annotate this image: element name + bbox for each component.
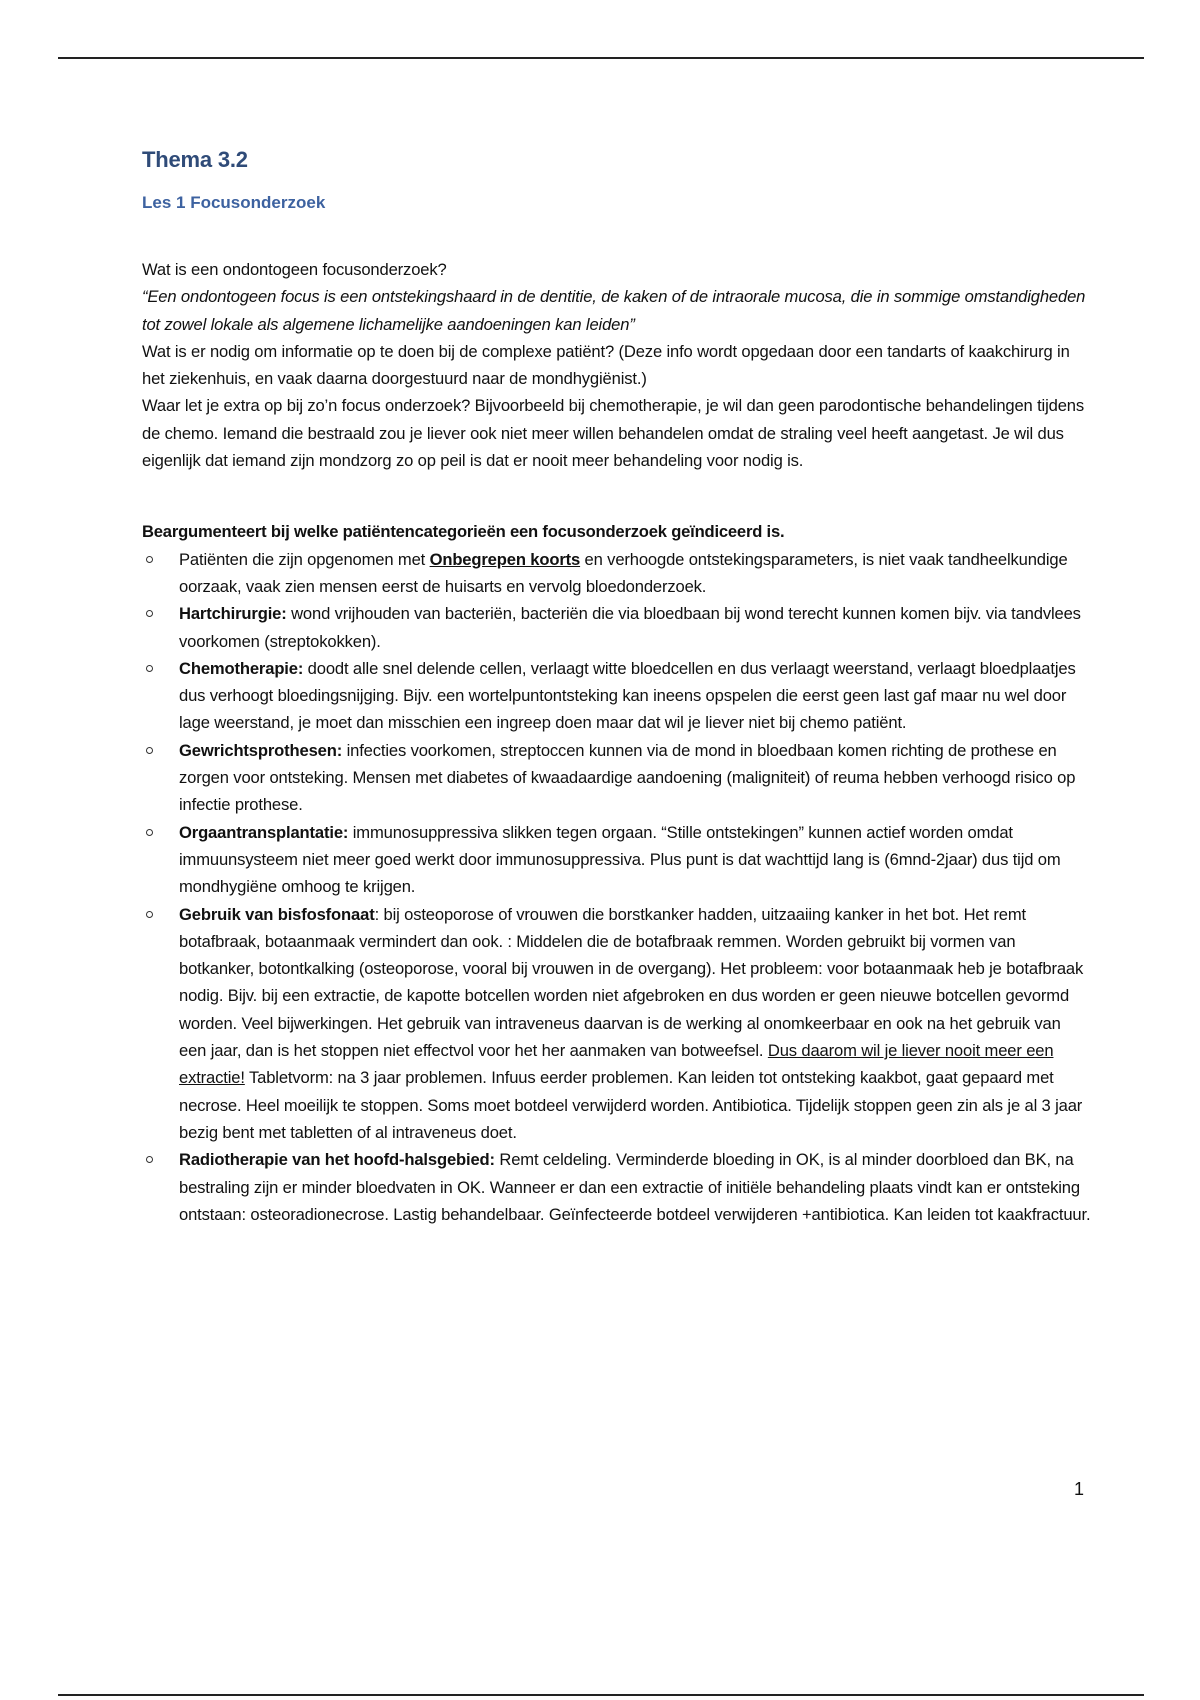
page-number: 1 <box>1074 1479 1085 1499</box>
item-text: infecties voorkomen, streptoccen kunnen via de mond in bloedbaan komen richting de prothese en zorgen voor ontsteking. Mensen met diabetes of kwaadaardige aandoening (maligniteit) of reuma hebben verhoogd risico op infectie prothese. <box>179 740 1076 815</box>
item-term: Chemotherapie: <box>179 658 304 678</box>
item-term: Gebruik van bisfosfonaat <box>179 904 375 924</box>
intro-question-3: Waar let je extra op bij zo’n focus onderzoek? Bijvoorbeeld bij chemotherapie, je wil dan geen parodontische behandelingen tijdens de chemo. Iemand die bestraald zou je liever ook niet meer willen behandelen omdat de straling veel heeft aangetast. Je wil dus eigenlijk dat iemand zijn mondzorg zo op peil is dat er nooit meer behandeling voor nodig is. <box>142 396 1085 471</box>
intro-block <box>142 256 1092 474</box>
list-item <box>142 655 1092 737</box>
list-item <box>142 819 1092 901</box>
item-prefix: Patiënten die zijn opgenomen met <box>179 549 430 569</box>
item-text: doodt alle snel delende cellen, verlaagt witte bloedcellen en dus verlaagt weerstand, verlaagt bloedplaatjes dus verhoogt bloedingsnijging. Bijv. een wortelpuntontsteking kan ineens opspelen die eerst geen last gaf maar nu wel door lage weerstand, je moet dan misschien een ingreep doen maar dat wil je liever niet bij chemo patiënt. <box>179 658 1076 733</box>
circle-bullet-icon <box>146 665 153 672</box>
item-term: Onbegrepen koorts <box>429 549 581 569</box>
item-text: : bij osteoporose of vrouwen die borstkanker hadden, uitzaaiing kanker in het bot. Het remt botafbraak, botaanmaak vermindert dan ook. : Middelen die de botafbraak remmen. Worden gebruikt bij vormen van botkanker, botontkalking (osteoporose, vooral bij vrouwen in de overgang). Het probleem: voor botaanmaak heb je botafbraak nodig. Bijv. bij een extractie, de kapotte botcellen worden niet afgebroken en dus worden er geen nieuwe botcellen gevormd worden. Veel bijwerkingen. Het gebruik van intraveneus daarvan is de werking al onomkeerbaar en ook na het gebruik van een jaar, dan is het stoppen niet effectvol voor het her aanmaken van botweefsel. <box>179 904 1084 1061</box>
item-text: immunosuppressiva slikken tegen orgaan. “Stille ontstekingen” kunnen actief worden omdat immuunsysteem niet meer goed werkt door immunosuppressiva. Plus punt is dat wachttijd lang is (6mnd-2jaar) dus tijd om mondhygiëne omhoog te krijgen. <box>179 822 1061 897</box>
list-item <box>142 737 1092 819</box>
list-item <box>142 1146 1092 1228</box>
item-text-after: Tabletvorm: na 3 jaar problemen. Infuus eerder problemen. Kan leiden tot ontsteking kaakbot, gaat gepaard met necrose. Heel moeilijk te stoppen. Soms moet botdeel verwijderd worden. Antibiotica. Tijdelijk stoppen geen zin als je al 3 jaar bezig bent met tabletten of al intraveneus doet. <box>179 1068 1083 1142</box>
item-text: wond vrijhouden van bacteriën, bacteriën die via bloedbaan bij wond terecht kunnen komen bijv. via tandvlees voorkomen (streptokokken). <box>179 604 1081 651</box>
item-term: Gewrichtsprothesen: <box>179 740 343 760</box>
section-heading: Beargumenteert bij welke patiëntencategorieën een focusonderzoek geïndiceerd is. <box>142 522 785 542</box>
definition-quote: “Een ondontogeen focus is een ontstekingshaard in de dentitie, de kaken of de intraorale mucosa, die in sommige omstandigheden tot zowel lokale als algemene lichamelijke aandoeningen kan leiden” <box>142 287 1086 334</box>
lesson-subtitle: Les 1 Focusonderzoek <box>142 193 326 212</box>
page-content <box>142 146 1092 1228</box>
top-rule <box>58 57 1144 59</box>
patient-category-list <box>142 546 1092 1228</box>
item-term: Hartchirurgie: <box>179 604 287 624</box>
circle-bullet-icon <box>146 610 153 617</box>
intro-question-1: Wat is een ondontogeen focusonderzoek? <box>142 260 447 279</box>
list-item <box>142 600 1092 655</box>
circle-bullet-icon <box>146 829 153 836</box>
list-item <box>142 546 1092 601</box>
page-title: Thema 3.2 <box>142 147 248 172</box>
item-underlined-text: Dus daarom wil je liever nooit meer een extractie! <box>179 1041 1054 1088</box>
item-term: Radiotherapie van het hoofd-halsgebied: <box>179 1150 495 1170</box>
circle-bullet-icon <box>146 1156 153 1163</box>
circle-bullet-icon <box>146 556 153 563</box>
list-item <box>142 901 1092 1147</box>
circle-bullet-icon <box>146 911 153 918</box>
item-text: Remt celdeling. Verminderde bloeding in OK, is al minder doorbloed dan BK, na bestraling zijn er minder bloedvaten in OK. Wanneer er dan een extractie of initiële behandeling plaats vindt kan er ontsteking ontstaan: osteoradionecrose. Lastig behandelbaar. Geïnfecteerde botdeel verwijderen +antibiotica. Kan leiden tot kaakfractuur. <box>179 1150 1091 1224</box>
intro-question-2: Wat is er nodig om informatie op te doen bij de complexe patiënt? (Deze info wordt opgedaan door een tandarts of kaakchirurg in het ziekenhuis, en vaak daarna doorgestuurd naar de mondhygiënist.) <box>142 341 1070 389</box>
item-term: Orgaantransplantatie: <box>179 822 349 842</box>
item-text: en verhoogde ontstekingsparameters, is niet vaak tandheelkundige oorzaak, vaak zien mensen eerst de huisarts en vervolg bloedonderzoek. <box>179 549 1068 596</box>
bottom-rule <box>58 1694 1144 1696</box>
circle-bullet-icon <box>146 747 153 754</box>
